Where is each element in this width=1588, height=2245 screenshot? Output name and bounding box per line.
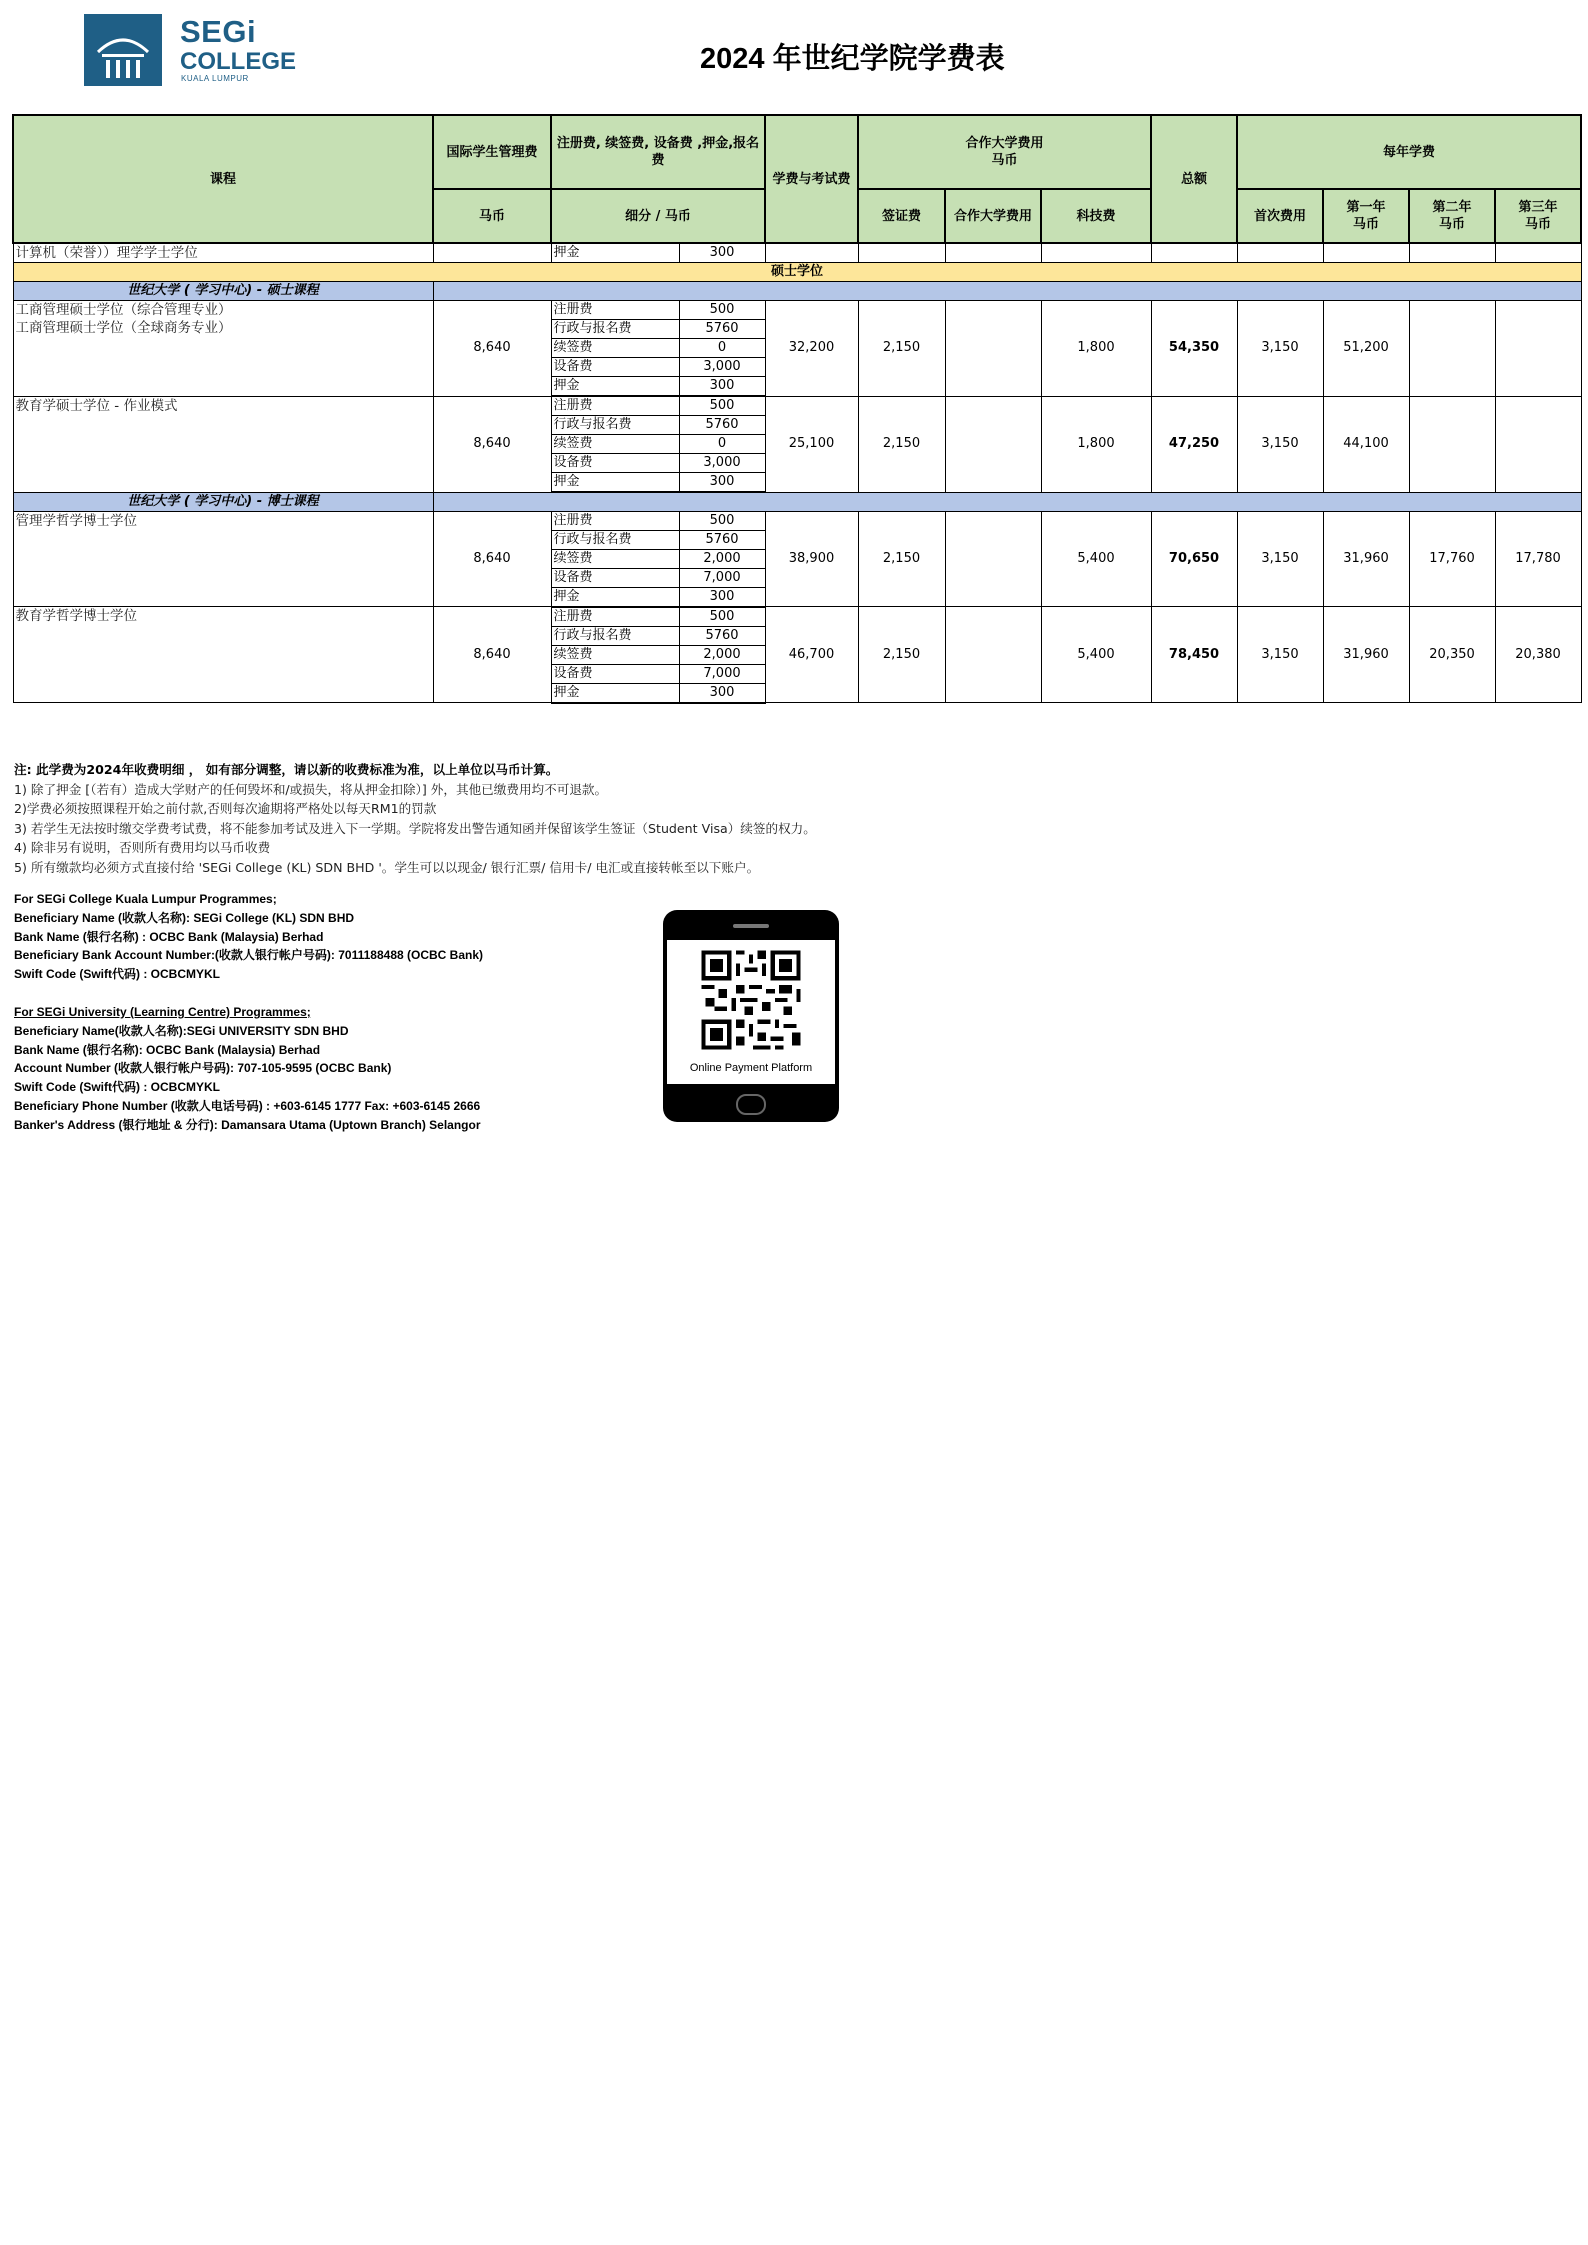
intl-fee: 8,640 — [433, 301, 551, 397]
visa-fee: 2,150 — [858, 396, 945, 492]
fee-item-amount: 0 — [679, 435, 765, 454]
segi-logo — [84, 14, 297, 88]
header-reg-fee: 注册费, 续签费, 设备费 ,押金,报名费 — [551, 115, 765, 189]
section-row — [13, 263, 1581, 282]
payment-phone — [663, 910, 839, 1122]
course-line: 教育学硕士学位 - 作业模式 — [15, 397, 178, 414]
fee-item-amount: 500 — [679, 301, 765, 320]
tuition-fee: 25,100 — [765, 396, 858, 492]
fee-item-amount: 5760 — [679, 320, 765, 339]
fee-item-name: 设备费 — [551, 664, 679, 683]
course-line: 教育学哲学博士学位 — [15, 608, 137, 624]
total-fee: 54,350 — [1151, 301, 1237, 397]
table-row — [13, 396, 1581, 416]
fee-item-name: 续签费 — [551, 339, 679, 358]
fee-item-amount: 300 — [679, 683, 765, 703]
partner-fee — [945, 511, 1041, 607]
fee-item-amount: 7,000 — [679, 664, 765, 683]
fee-item-amount: 7,000 — [679, 568, 765, 587]
building-icon — [84, 14, 162, 86]
fee-item-name: 注册费 — [551, 511, 679, 530]
course-line: 管理学哲学博士学位 — [15, 512, 137, 529]
course-line: 工商管理硕士学位（综合管理专业） — [15, 302, 232, 318]
year3-fee — [1495, 396, 1581, 492]
note-2: 2)学费必须按照课程开始之前付款,否则每次逾期将严格处以每天RM1的罚款 — [14, 801, 437, 816]
fee-item-name: 设备费 — [551, 568, 679, 587]
course-name: 计算机（荣誉））理学学士学位 — [13, 243, 433, 263]
fee-item-amount: 300 — [679, 377, 765, 397]
uni-head: For SEGi University (Learning Centre) Programmes; — [14, 1004, 311, 1019]
fee-item-name: 行政与报名费 — [551, 416, 679, 435]
fee-item-name: 续签费 — [551, 645, 679, 664]
table-row — [13, 607, 1581, 627]
fee-item-name: 行政与报名费 — [551, 626, 679, 645]
section-master: 硕士学位 — [13, 263, 1581, 282]
fee-item-name: 设备费 — [551, 358, 679, 377]
note-1: 1) 除了押金 [（若有）造成大学财产的任何毁坏和/或损失，将从押金扣除）] 外，其他已缴费用均不可退款。 — [14, 781, 608, 797]
table-row — [13, 511, 1581, 530]
first-fee: 3,150 — [1237, 607, 1323, 703]
group-row — [13, 282, 1581, 301]
uni-account: Account Number (收款人银行帐户号码): 707-105-9595 (OCBC Bank) — [14, 1061, 392, 1076]
tech-fee: 5,400 — [1041, 511, 1151, 607]
fee-item-name: 行政与报名费 — [551, 320, 679, 339]
course-name — [13, 607, 433, 703]
fee-item-name: 押金 — [551, 473, 679, 493]
year3-fee: 20,380 — [1495, 607, 1581, 703]
fee-item-name: 押金 — [551, 377, 679, 397]
kl-swift: Swift Code (Swift代码) : OCBCMYKL — [14, 967, 220, 982]
notes-head: 注: 此学费为2024年收费明细 ， 如有部分调整，请以新的收费标准为准，以上单位以马币计算。 — [14, 762, 559, 777]
home-button-icon — [736, 1094, 766, 1115]
year1-fee: 31,960 — [1323, 511, 1409, 607]
programme-group-master — [13, 301, 1581, 493]
course-name — [13, 396, 433, 492]
fee-item-name: 注册费 — [551, 396, 679, 416]
speaker-icon — [733, 924, 769, 928]
year2-fee — [1409, 396, 1495, 492]
first-fee: 3,150 — [1237, 396, 1323, 492]
uni-address: Banker's Address (银行地址 & 分行): Damansara Utama (Uptown Branch) Selangor — [14, 1117, 481, 1132]
fee-item-amount: 3,000 — [679, 454, 765, 473]
total-fee: 70,650 — [1151, 511, 1237, 607]
fee-item-amount: 300 — [679, 243, 765, 263]
fee-item-amount: 500 — [679, 607, 765, 627]
fee-item-name: 注册费 — [551, 301, 679, 320]
header-reg-unit: 细分 / 马币 — [551, 189, 765, 243]
note-3: 3) 若学生无法按时缴交学费考试费，将不能参加考试及进入下一学期。学院将发出警告通知函并保留该学生签证（Student Visa）续签的权力。 — [14, 820, 816, 836]
uni-phone: Beneficiary Phone Number (收款人电话号码) : +603-6145 1777 Fax: +603-6145 2666 — [14, 1098, 481, 1113]
fee-item-name: 押金 — [551, 243, 679, 263]
header-yearly: 每年学费 — [1237, 115, 1581, 189]
fee-item-amount: 2,000 — [679, 549, 765, 568]
note-5: 5) 所有缴款均必须方式直接付给 'SEGi College (KL) SDN BHD '。学生可以以现金/ 银行汇票/ 信用卡/ 电汇或直接转帐至以下账户。 — [14, 859, 760, 875]
fee-item-amount: 500 — [679, 511, 765, 530]
fee-item-amount: 300 — [679, 473, 765, 493]
fee-item-amount: 5760 — [679, 530, 765, 549]
notes — [14, 760, 1014, 877]
fee-item-amount: 500 — [679, 396, 765, 416]
total-fee: 78,450 — [1151, 607, 1237, 703]
programme-group-phd — [13, 511, 1581, 703]
fee-item-name: 押金 — [551, 683, 679, 703]
header-intl-unit: 马币 — [433, 189, 551, 243]
fee-item-amount: 300 — [679, 587, 765, 607]
year1-fee: 51,200 — [1323, 301, 1409, 397]
tuition-fee: 46,700 — [765, 607, 858, 703]
fee-item-amount: 5760 — [679, 626, 765, 645]
header-tech: 科技费 — [1041, 189, 1151, 243]
table-row — [13, 243, 1581, 263]
kl-head: For SEGi College Kuala Lumpur Programmes; — [14, 892, 277, 906]
uni-swift: Swift Code (Swift代码) : OCBCMYKL — [14, 1080, 220, 1095]
year2-fee — [1409, 301, 1495, 397]
phone-screen — [667, 940, 835, 1084]
partner-fee — [945, 607, 1041, 703]
first-fee: 3,150 — [1237, 511, 1323, 607]
kl-account: Beneficiary Bank Account Number:(收款人银行帐户号码): 7011188488 (OCBC Bank) — [14, 948, 484, 963]
fee-item-name: 押金 — [551, 587, 679, 607]
qr-code-icon[interactable] — [685, 946, 817, 1054]
year2-fee: 17,760 — [1409, 511, 1495, 607]
intl-fee: 8,640 — [433, 396, 551, 492]
uni-beneficiary: Beneficiary Name(收款人名称):SEGi UNIVERSITY SDN BHD — [14, 1023, 349, 1038]
visa-fee: 2,150 — [858, 607, 945, 703]
header-y2: 第二年 马币 — [1409, 189, 1495, 243]
fee-item-name: 续签费 — [551, 435, 679, 454]
uni-bank: Bank Name (银行名称): OCBC Bank (Malaysia) Berhad — [14, 1042, 321, 1057]
year1-fee: 31,960 — [1323, 607, 1409, 703]
year1-fee: 44,100 — [1323, 396, 1409, 492]
tuition-fee: 32,200 — [765, 301, 858, 397]
tech-fee: 1,800 — [1041, 396, 1151, 492]
group-row — [13, 492, 1581, 511]
group-master: 世纪大学 ( 学习中心) - 硕士课程 — [13, 282, 433, 301]
partner-fee — [945, 301, 1041, 397]
year3-fee — [1495, 301, 1581, 397]
fee-item-amount: 3,000 — [679, 358, 765, 377]
year2-fee: 20,350 — [1409, 607, 1495, 703]
header-y1: 第一年 马币 — [1323, 189, 1409, 243]
header-partner: 合作大学费用 马币 — [858, 115, 1151, 189]
header-course: 课程 — [13, 115, 433, 243]
logo-line3: KUALA LUMPUR — [181, 74, 249, 83]
table-row — [13, 301, 1581, 320]
visa-fee: 2,150 — [858, 511, 945, 607]
bank-details — [14, 890, 714, 1135]
header-tuition: 学费与考试费 — [765, 115, 858, 243]
logo-line1: SEGi — [180, 14, 257, 49]
header-first: 首次费用 — [1237, 189, 1323, 243]
partner-fee — [945, 396, 1041, 492]
kl-beneficiary: Beneficiary Name (收款人名称): SEGi College (KL) SDN BHD — [14, 910, 355, 925]
logo-line2: COLLEGE — [180, 48, 297, 75]
header-y3: 第三年 马币 — [1495, 189, 1581, 243]
fee-item-name: 行政与报名费 — [551, 530, 679, 549]
fee-item-name: 注册费 — [551, 607, 679, 627]
note-4: 4) 除非另有说明，否则所有费用均以马币收费 — [14, 840, 271, 855]
tech-fee: 5,400 — [1041, 607, 1151, 703]
first-fee: 3,150 — [1237, 301, 1323, 397]
header-total: 总额 — [1151, 115, 1237, 243]
kl-bank: Bank Name (银行名称) : OCBC Bank (Malaysia) Berhad — [14, 929, 324, 944]
course-name — [13, 301, 433, 397]
intl-fee: 8,640 — [433, 511, 551, 607]
course-name — [13, 511, 433, 607]
year3-fee: 17,780 — [1495, 511, 1581, 607]
fee-item-amount: 0 — [679, 339, 765, 358]
fee-item-amount: 5760 — [679, 416, 765, 435]
header-visa: 签证费 — [858, 189, 945, 243]
header-intl-fee: 国际学生管理费 — [433, 115, 551, 189]
fee-item-name: 续签费 — [551, 549, 679, 568]
tech-fee: 1,800 — [1041, 301, 1151, 397]
fee-item-name: 设备费 — [551, 454, 679, 473]
tuition-fee: 38,900 — [765, 511, 858, 607]
total-fee: 47,250 — [1151, 396, 1237, 492]
course-line: 工商管理硕士学位（全球商务专业） — [15, 320, 232, 336]
fee-item-amount: 2,000 — [679, 645, 765, 664]
intl-fee: 8,640 — [433, 607, 551, 703]
visa-fee: 2,150 — [858, 301, 945, 397]
header-partner-fee: 合作大学费用 — [945, 189, 1041, 243]
qr-caption: Online Payment Platform — [689, 1062, 813, 1074]
page-title: 2024 年世纪学院学费表 — [700, 43, 1005, 75]
group-phd: 世纪大学 ( 学习中心) - 博士课程 — [13, 492, 433, 511]
fee-table — [12, 114, 1582, 704]
